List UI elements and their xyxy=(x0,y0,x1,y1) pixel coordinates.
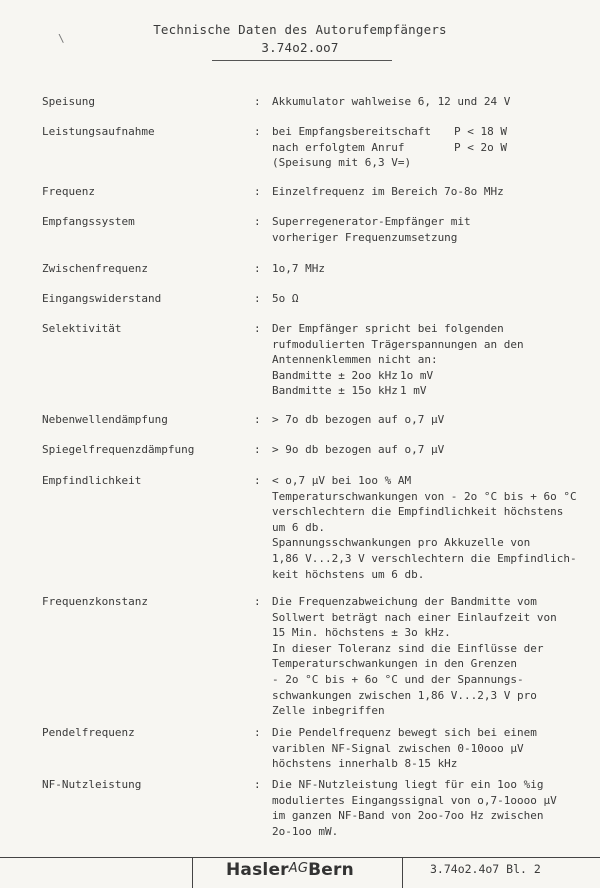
value-line: 1o,7 MHz xyxy=(272,262,325,275)
spec-colon: : xyxy=(254,262,261,275)
spec-label: Eingangswiderstand xyxy=(42,292,162,305)
document-title: Technische Daten des Autorufempfängers xyxy=(153,22,447,37)
logo-text-bern: Bern xyxy=(308,860,354,880)
spec-colon: : xyxy=(254,726,261,739)
value-line: keit höchstens um 6 db. xyxy=(272,567,425,581)
value-line: moduliertes Eingangssignal von o,7-1oooo µV xyxy=(272,793,557,807)
power-condition: bei Empfangsbereitschaft xyxy=(272,125,431,138)
spec-value xyxy=(272,184,592,200)
spec-label: Selektivität xyxy=(42,322,122,335)
spec-label: Frequenz xyxy=(42,185,95,198)
value-line: Superregenerator-Empfänger mit xyxy=(272,215,471,228)
bandwidth-row xyxy=(272,383,592,399)
spec-colon: : xyxy=(254,595,261,608)
spec-value xyxy=(272,442,592,458)
spec-label: Pendelfrequenz xyxy=(42,726,135,739)
spec-value xyxy=(272,473,592,582)
hasler-bern-logo xyxy=(226,860,354,880)
spec-label: NF-Nutzleistung xyxy=(42,778,142,791)
spec-value xyxy=(272,321,592,399)
bandwidth-level: 1 mV xyxy=(400,384,427,398)
value-line: > 7o db bezogen auf o,7 µV xyxy=(272,413,445,426)
spec-colon: : xyxy=(254,185,261,198)
spec-colon: : xyxy=(254,95,261,108)
bandwidth-offset: Bandmitte ± 15o kHz xyxy=(272,384,398,398)
spec-colon: : xyxy=(254,474,261,487)
power-value: P < 2o W xyxy=(454,140,507,154)
spec-value xyxy=(272,94,592,110)
logo-text-ag: AG xyxy=(288,861,309,876)
spec-value xyxy=(272,725,592,772)
spec-colon: : xyxy=(254,322,261,335)
spec-label: Leistungsaufnahme xyxy=(42,125,155,138)
value-line: - 2o °C bis + 6o °C und der Spannungs- xyxy=(272,672,524,686)
power-row xyxy=(272,124,592,140)
value-line: Die Pendelfrequenz bewegt sich bei einem xyxy=(272,726,537,739)
value-line: rufmodulierten Trägerspannungen an den xyxy=(272,337,524,351)
spec-value xyxy=(272,777,592,839)
spec-label: Empfangssystem xyxy=(42,215,135,228)
value-line: > 9o db bezogen auf o,7 µV xyxy=(272,443,445,456)
value-line: Die Frequenzabweichung der Bandmitte vom xyxy=(272,595,537,608)
value-line: Der Empfänger spricht bei folgenden xyxy=(272,322,504,335)
power-condition: nach erfolgtem Anruf xyxy=(272,140,405,154)
logo-text-hasler: Hasler xyxy=(226,860,289,880)
value-line: In dieser Toleranz sind die Einflüsse der xyxy=(272,641,544,655)
spec-label: Zwischenfrequenz xyxy=(42,262,148,275)
spec-label: Speisung xyxy=(42,95,95,108)
value-line: Antennenklemmen nicht an: xyxy=(272,353,438,367)
value-line: 1,86 V...2,3 V verschlechtern die Empfindlich- xyxy=(272,551,577,565)
value-line: Sollwert beträgt nach einer Einlaufzeit von xyxy=(272,610,557,624)
spec-value xyxy=(272,412,592,428)
value-line: Akkumulator wahlweise 6, 12 und 24 V xyxy=(272,95,511,108)
value-line: Spannungsschwankungen pro Akkuzelle von xyxy=(272,536,531,550)
spec-colon: : xyxy=(254,443,261,456)
value-line: höchstens innerhalb 8-15 kHz xyxy=(272,757,458,771)
bandwidth-level: 1o mV xyxy=(400,368,434,382)
spec-value xyxy=(272,261,592,277)
value-line: verschlechtern die Empfindlichkeit höchstens xyxy=(272,505,564,519)
value-line: variblen NF-Signal zwischen 0-10ooo µV xyxy=(272,741,524,755)
value-line: 2o-1oo mW. xyxy=(272,824,339,838)
spec-colon: : xyxy=(254,413,261,426)
spec-label: Nebenwellendämpfung xyxy=(42,413,168,426)
spec-colon: : xyxy=(254,778,261,791)
spec-colon: : xyxy=(254,215,261,228)
value-line: Einzelfrequenz im Bereich 7o-8o MHz xyxy=(272,185,504,198)
spec-value xyxy=(272,291,592,307)
spec-label: Frequenzkonstanz xyxy=(42,595,148,608)
sheet-reference: 3.74o2.4o7 Bl. 2 xyxy=(430,862,541,876)
spec-value xyxy=(272,594,592,719)
spec-colon: : xyxy=(254,125,261,138)
spec-value xyxy=(272,124,592,171)
footer-divider xyxy=(192,857,193,888)
spec-label: Empfindlichkeit xyxy=(42,474,142,487)
footer-divider xyxy=(402,857,403,888)
document-number: 3.74o2.oo7 xyxy=(261,40,339,55)
power-value: P < 18 W xyxy=(454,125,507,138)
value-line: Temperaturschwankungen von - 2o °C bis + 6o °C xyxy=(272,489,577,503)
value-line: um 6 db. xyxy=(272,520,325,534)
value-line: Zelle inbegriffen xyxy=(272,704,385,718)
value-line: < o,7 µV bei 1oo % AM xyxy=(272,474,412,487)
spec-label: Spiegelfrequenzdämpfung xyxy=(42,443,195,456)
power-row xyxy=(272,140,592,156)
spec-colon: : xyxy=(254,292,261,305)
value-line: im ganzen NF-Band von 2oo-7oo Hz zwischen xyxy=(272,809,544,823)
title-underline xyxy=(212,60,392,61)
spec-value xyxy=(272,214,592,245)
value-line: 5o Ω xyxy=(272,292,299,305)
footer-rule xyxy=(0,857,600,858)
margin-mark: \ xyxy=(58,32,65,45)
value-line: 15 Min. höchstens ± 3o kHz. xyxy=(272,626,451,640)
value-line: vorheriger Frequenzumsetzung xyxy=(272,230,458,244)
value-line: schwankungen zwischen 1,86 V...2,3 V pro xyxy=(272,688,537,702)
bandwidth-row xyxy=(272,368,592,384)
value-line: Die NF-Nutzleistung liegt für ein 1oo %ig xyxy=(272,778,544,791)
value-line: (Speisung mit 6,3 V=) xyxy=(272,156,412,170)
bandwidth-offset: Bandmitte ± 2oo kHz xyxy=(272,368,398,382)
value-line: Temperaturschwankungen in den Grenzen xyxy=(272,657,518,671)
